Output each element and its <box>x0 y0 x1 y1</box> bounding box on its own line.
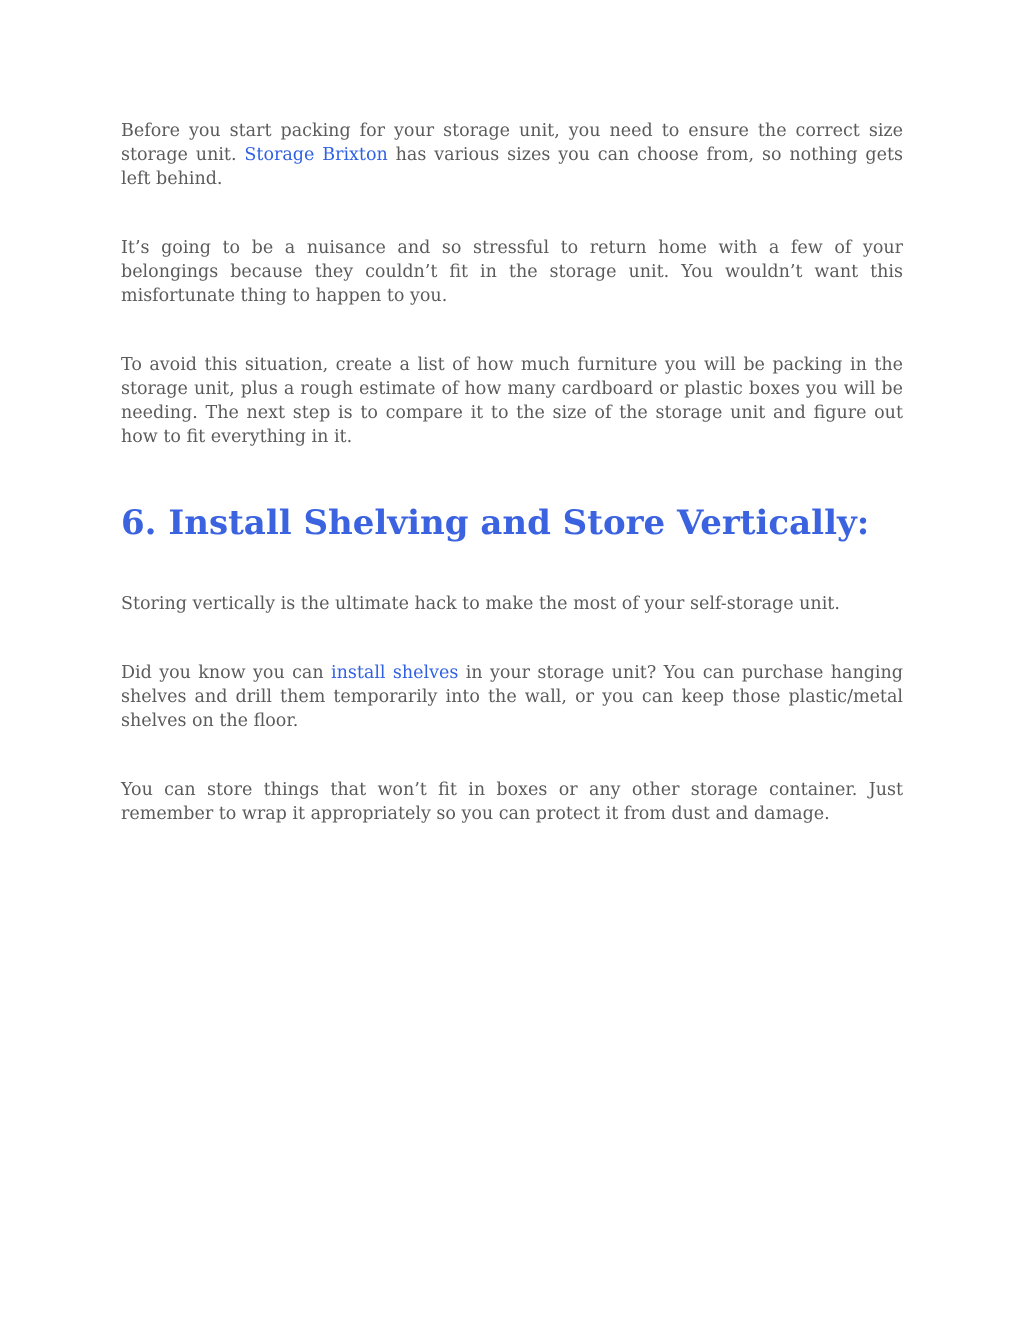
paragraph-nuisance: It’s going to be a nuisance and so stressful to return home with a few of your belongings because they couldn’t fit in the storage unit. You wouldn’t want this misfortunate thing to happen to you. <box>121 238 903 306</box>
document-page <box>121 119 903 826</box>
paragraph-text: has various sizes you can choose from, so nothing gets left behind. <box>121 145 903 189</box>
storage-brixton-link[interactable]: Storage Brixton <box>244 145 388 165</box>
section-heading: 6. Install Shelving and Store Vertically: <box>121 503 870 543</box>
paragraph-store-things: You can store things that won’t fit in boxes or any other storage container. Just remember to wrap it appropriately so you can protect it from dust and damage. <box>121 780 903 824</box>
paragraph-storing-vertically: Storing vertically is the ultimate hack to make the most of your self-storage unit. <box>121 594 840 614</box>
install-shelves-link[interactable]: install shelves <box>331 663 459 683</box>
paragraph-text: Before you start packing for your storage unit, you need to ensure the correct size storage unit. <box>121 121 903 165</box>
paragraph-install-shelves <box>121 661 903 733</box>
paragraph-avoid-situation: To avoid this situation, create a list of how much furniture you will be packing in the storage unit, plus a rough estimate of how many cardboard or plastic boxes you will be needing. The next step is to compare it to the size of the storage unit and figure out how to fit everything in it. <box>121 355 903 447</box>
paragraph-storage-size <box>121 119 903 191</box>
paragraph-text: in your storage unit? You can purchase hanging shelves and drill them temporarily into the wall, or you can keep those plastic/metal shelves on the floor. <box>121 663 903 731</box>
paragraph-text: Did you know you can <box>121 663 331 683</box>
